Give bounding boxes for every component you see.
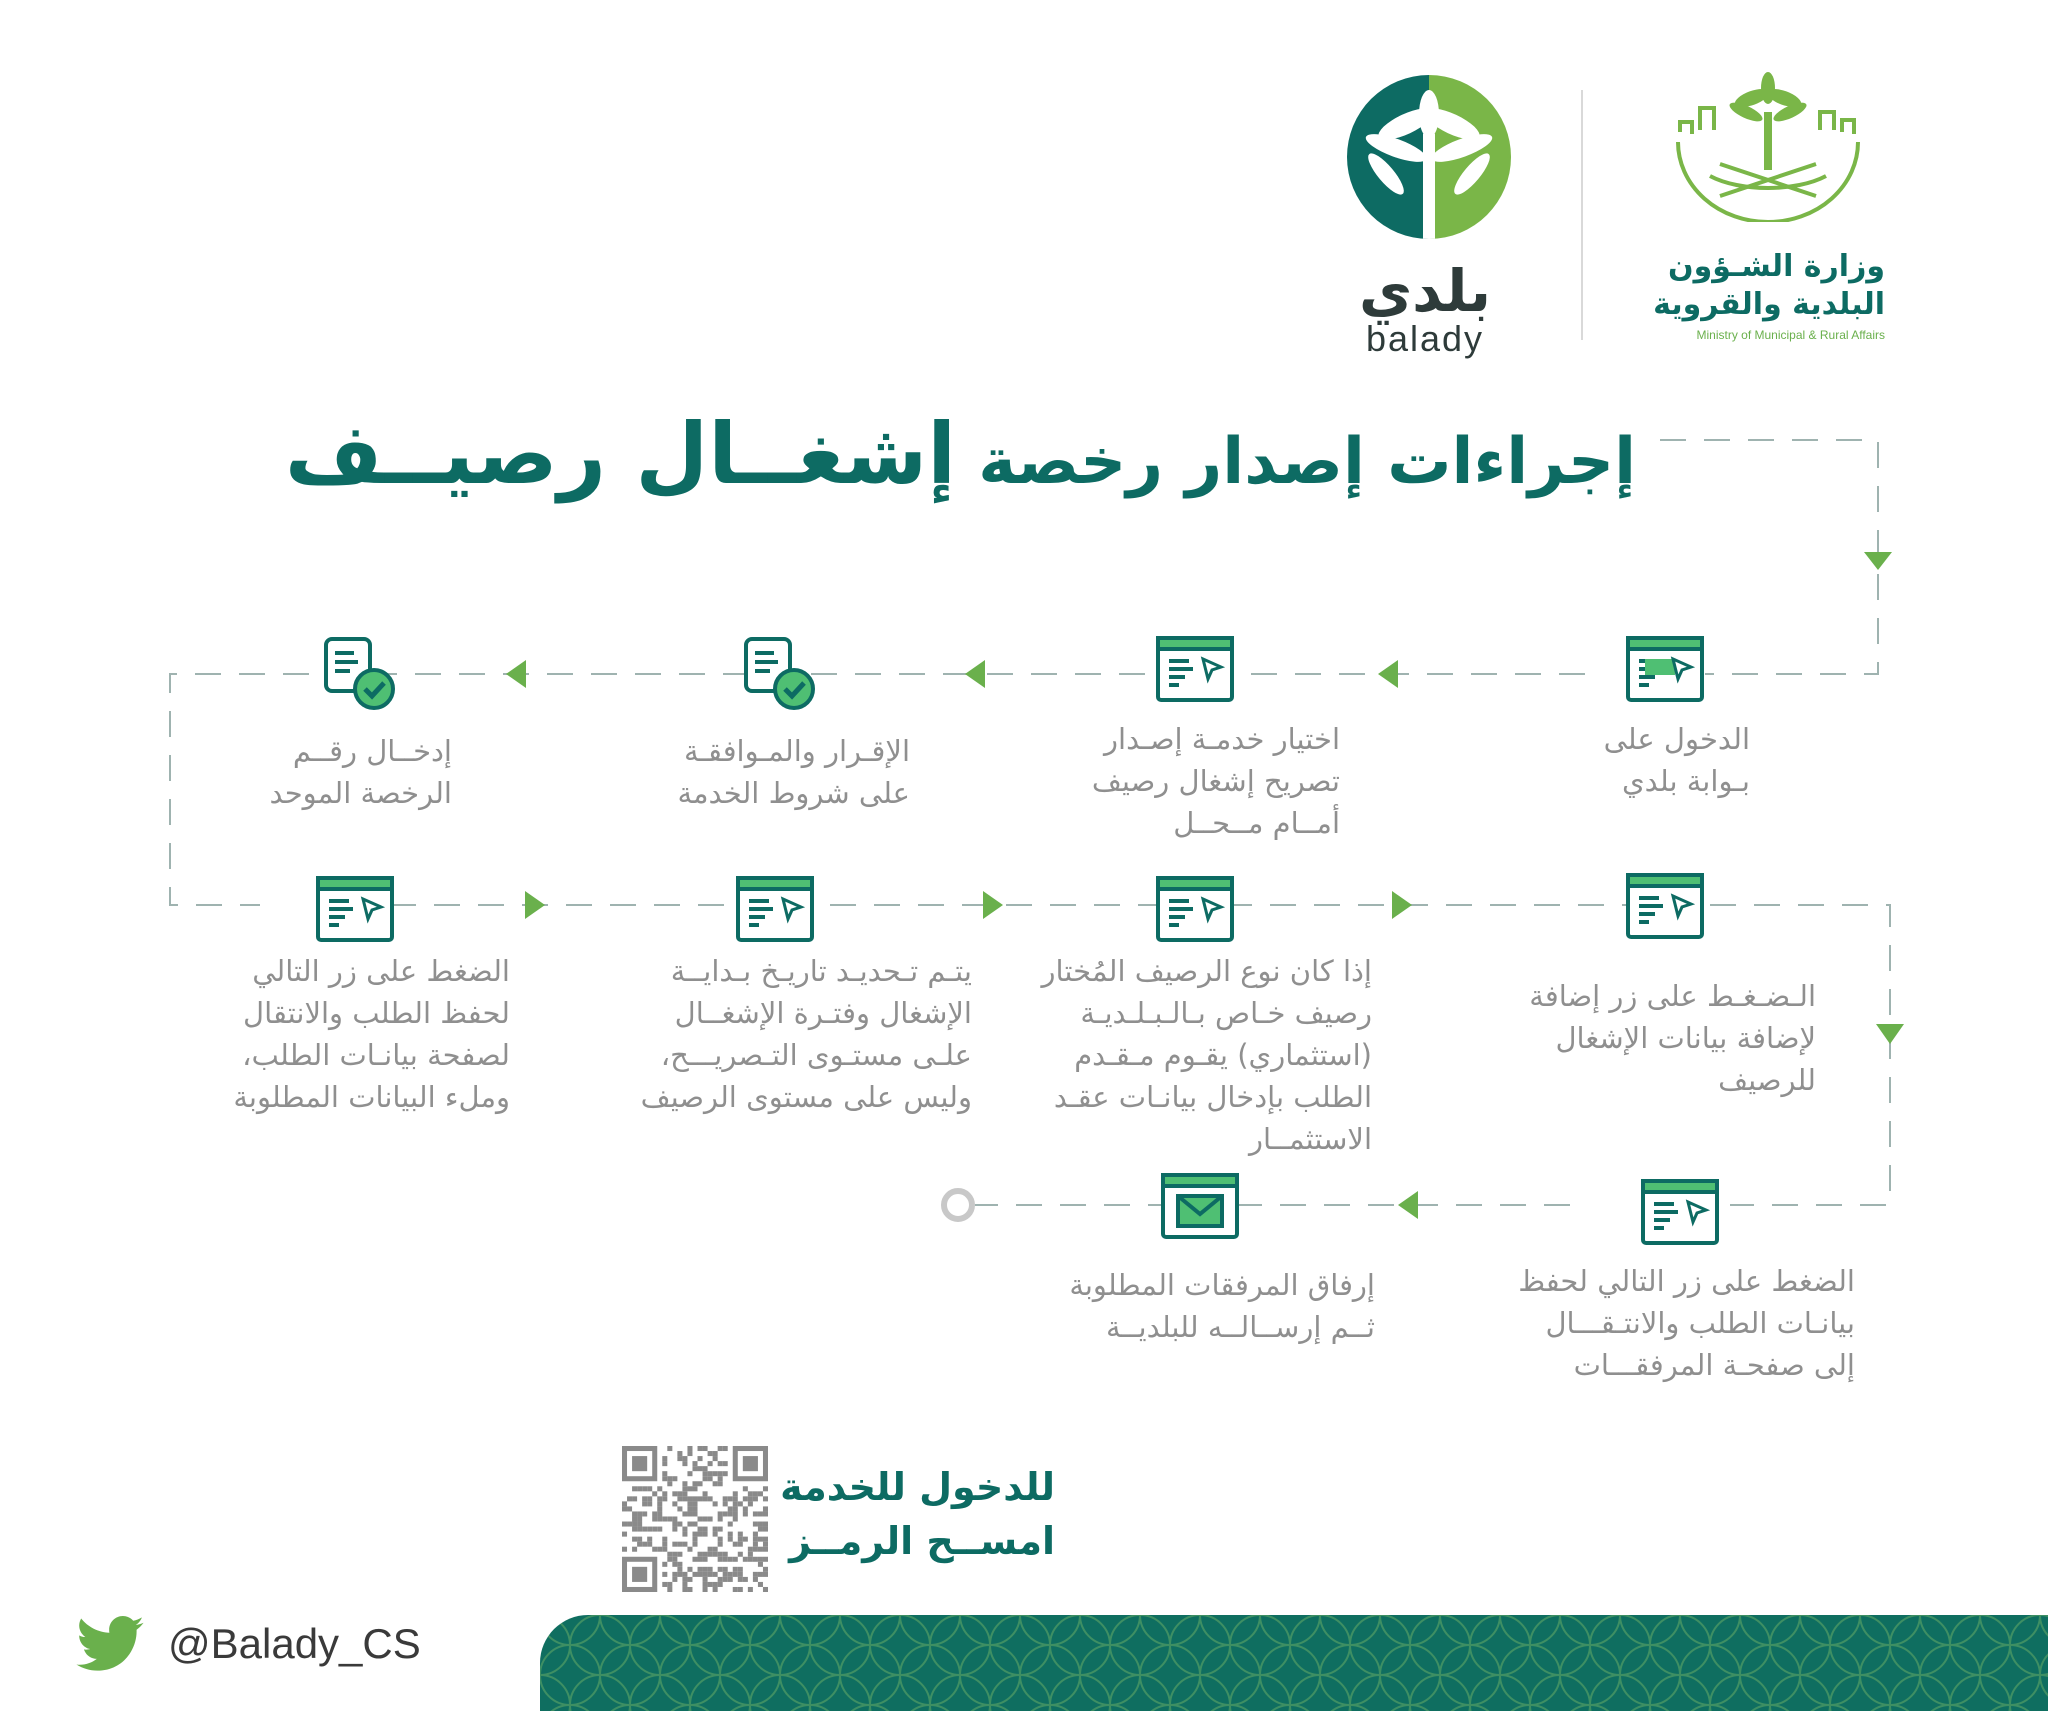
browser-form-icon [1155,635,1235,705]
document-check-icon [320,635,400,715]
step-6-text: يتـم تـحديـد تاريـخ بـدايــة الإشغال وفتـرة الإشغــال علـى مستـوى التـصريـــح، وليس على مستوى الرصيف [640,954,972,1114]
balady-name-ar: بلدي [1358,257,1492,325]
balady-logo-icon [1346,74,1512,240]
footer-pattern [540,1615,2048,1711]
browser-form-icon [1625,872,1705,942]
step-10-text: إرفاق المرفقات المطلوبة ثــم إرســالــه للبلديــة [1069,1268,1375,1344]
ministry-logo-icon [1670,72,1866,222]
ministry-name [1640,248,1885,342]
ministry-name-en: Ministry of Municipal & Rural Affairs [1696,328,1885,342]
balady-name-en: balady [1365,318,1485,359]
step-9-text: الضغط على زر التالي لحفظ بيانـات الطلب والانتـقـــال إلى صفحـة المرفقـــات [1518,1264,1855,1382]
step-7-text: إذا كان نوع الرصيف المُختار رصيف خـاص بـالـبـلـديـة (استثماري) يقـوم مـقـدم الطلب بإدخال بيانـات عقـد الاستثمــار [1041,954,1372,1156]
browser-balady-icon [1625,635,1705,705]
browser-form-icon [735,875,815,945]
step-4-text: إدخــال رقــم الرخصة الموحد [269,734,452,810]
arrow-right-1 [525,891,545,919]
envelope-icon [1160,1172,1240,1242]
arrow-left-1 [1378,660,1398,688]
step-2-text: اختيار خدمـة إصـدار تصريح إشغال رصيف أمــام مــحــل [1091,722,1340,840]
qr-caption-line1: للدخول للخدمة [780,1465,1055,1509]
header-divider [1581,90,1583,340]
arrow-down-2 [1876,1024,1904,1044]
page-title-part1: إجراءات إصدار رخصة [956,425,1636,499]
twitter-handle[interactable]: @Balady_CS [168,1620,421,1667]
browser-form-icon [1640,1178,1720,1248]
page-title [285,405,1636,503]
arrow-left-3 [506,660,526,688]
qr-code-icon[interactable] [622,1446,768,1592]
arrow-left-4 [1398,1191,1418,1219]
ministry-name-line1: وزارة الشـؤون [1667,249,1885,284]
twitter-icon[interactable] [76,1616,144,1672]
step-8-text: الـضـغـط على زر إضافة لإضافة بيانات الإشغال للرصيف [1529,979,1816,1097]
browser-form-icon [1155,875,1235,945]
browser-form-icon [315,875,395,945]
page-title-part2: إشغــال رصيــف [284,405,956,503]
arrow-down-1 [1864,552,1892,570]
step-3-text: الإقـرار والمـوافقـة على شروط الخدمة [677,734,910,810]
arrow-right-2 [983,891,1003,919]
arrow-left-2 [965,660,985,688]
qr-caption [780,1460,1055,1568]
document-check-icon [740,635,820,715]
end-point [944,1191,972,1219]
step-1-text: الدخول على بـوابة بلدي [1603,722,1750,798]
ministry-name-line2: البلدية والقروية [1653,287,1885,322]
qr-caption-line2: امســح الرمــز [789,1519,1055,1563]
arrow-right-3 [1392,891,1412,919]
step-5-text: الضغط على زر التالي لحفظ الطلب والانتقال لصفحة بيانـات الطلب، وملء البيانات المطلوبة [233,954,510,1114]
